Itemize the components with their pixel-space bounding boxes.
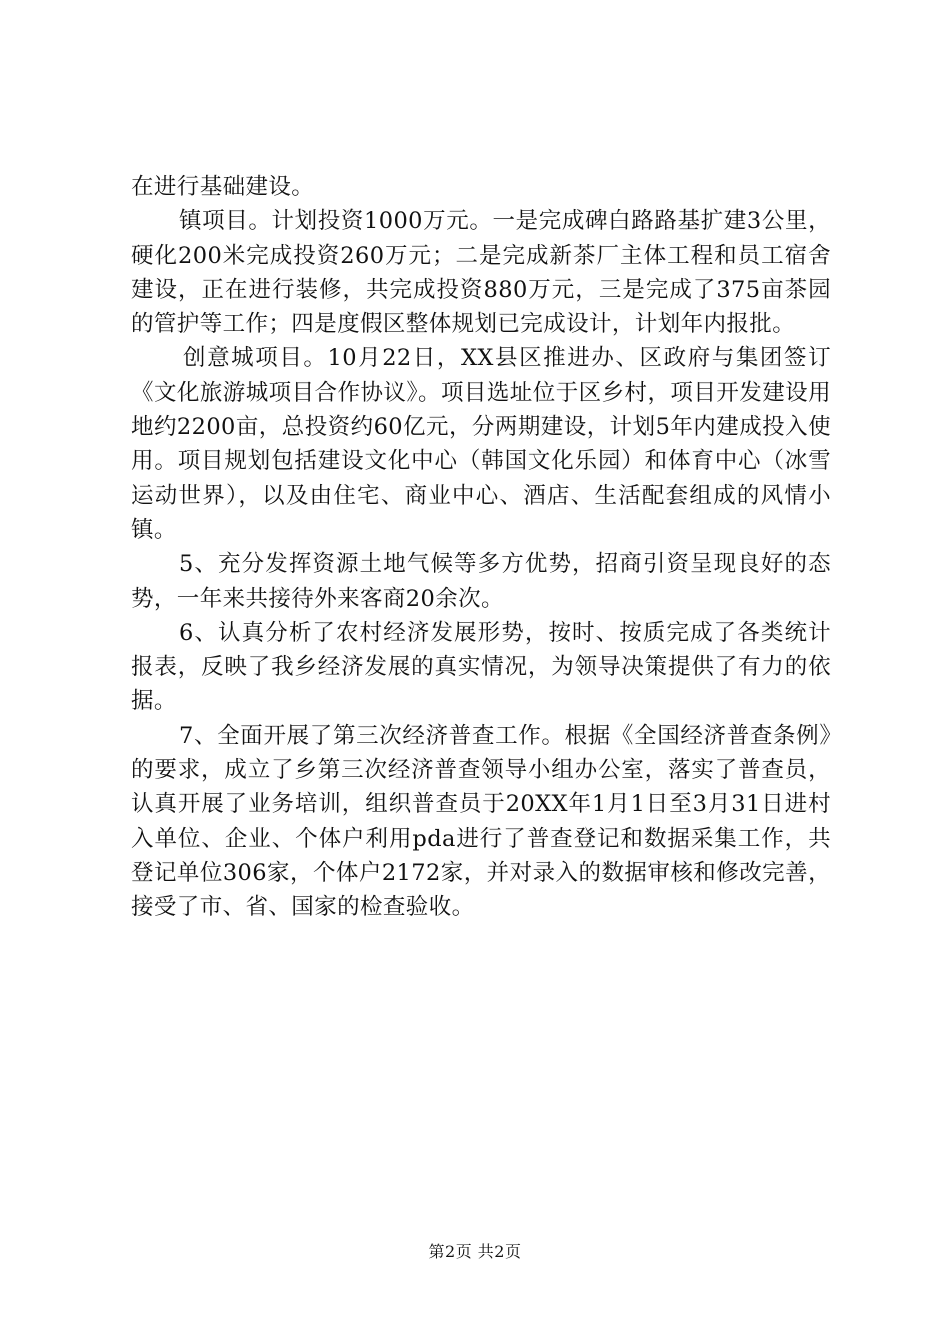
paragraph-town-project: 镇项目。计划投资1000万元。一是完成碑白路路基扩建3公里，硬化200米完成投资260万元；二是完成新茶厂主体工程和员工宿舍建设，正在进行装修，共完成投资880万元，三是完成了375亩茶园的管护等工作；四是度假区整体规划已完成设计，计划年内报批。 <box>131 208 831 338</box>
paragraph-continuation: 在进行基础建设。 <box>131 174 315 200</box>
paragraph-item-7: 7、全面开展了第三次经济普查工作。根据《全国经济普查条例》的要求，成立了乡第三次经济普查领导小组办公室，落实了普查员，认真开展了业务培训，组织普查员于20XX年1月1日至3月31日进村入单位、企业、个体户利用pda进行了普查登记和数据采集工作，共登记单位306家，个体户2172家，并对录入的数据审核和修改完善，接受了市、省、国家的检查验收。 <box>131 722 831 921</box>
paragraph-item-6: 6、认真分析了农村经济发展形势，按时、按质完成了各类统计报表，反映了我乡经济发展的真实情况，为领导决策提供了有力的依据。 <box>131 619 831 715</box>
paragraph-item-5: 5、充分发挥资源土地气候等多方优势，招商引资呈现良好的态势，一年来共接待外来客商20余次。 <box>131 551 831 612</box>
paragraph-creative-city-project: 创意城项目。10月22日，XX县区推进办、区政府与集团签订《文化旅游城项目合作协议》。项目选址位于区乡村，项目开发建设用地约2200亩，总投资约60亿元，分两期建设，计划5年内建成投入使用。项目规划包括建设文化中心（韩国文化乐园）和体育中心（冰雪运动世界），以及由住宅、商业中心、酒店、生活配套组成的风情小镇。 <box>131 345 831 543</box>
document-body <box>131 170 831 925</box>
page-number-footer: 第2页 共2页 <box>428 1242 522 1261</box>
